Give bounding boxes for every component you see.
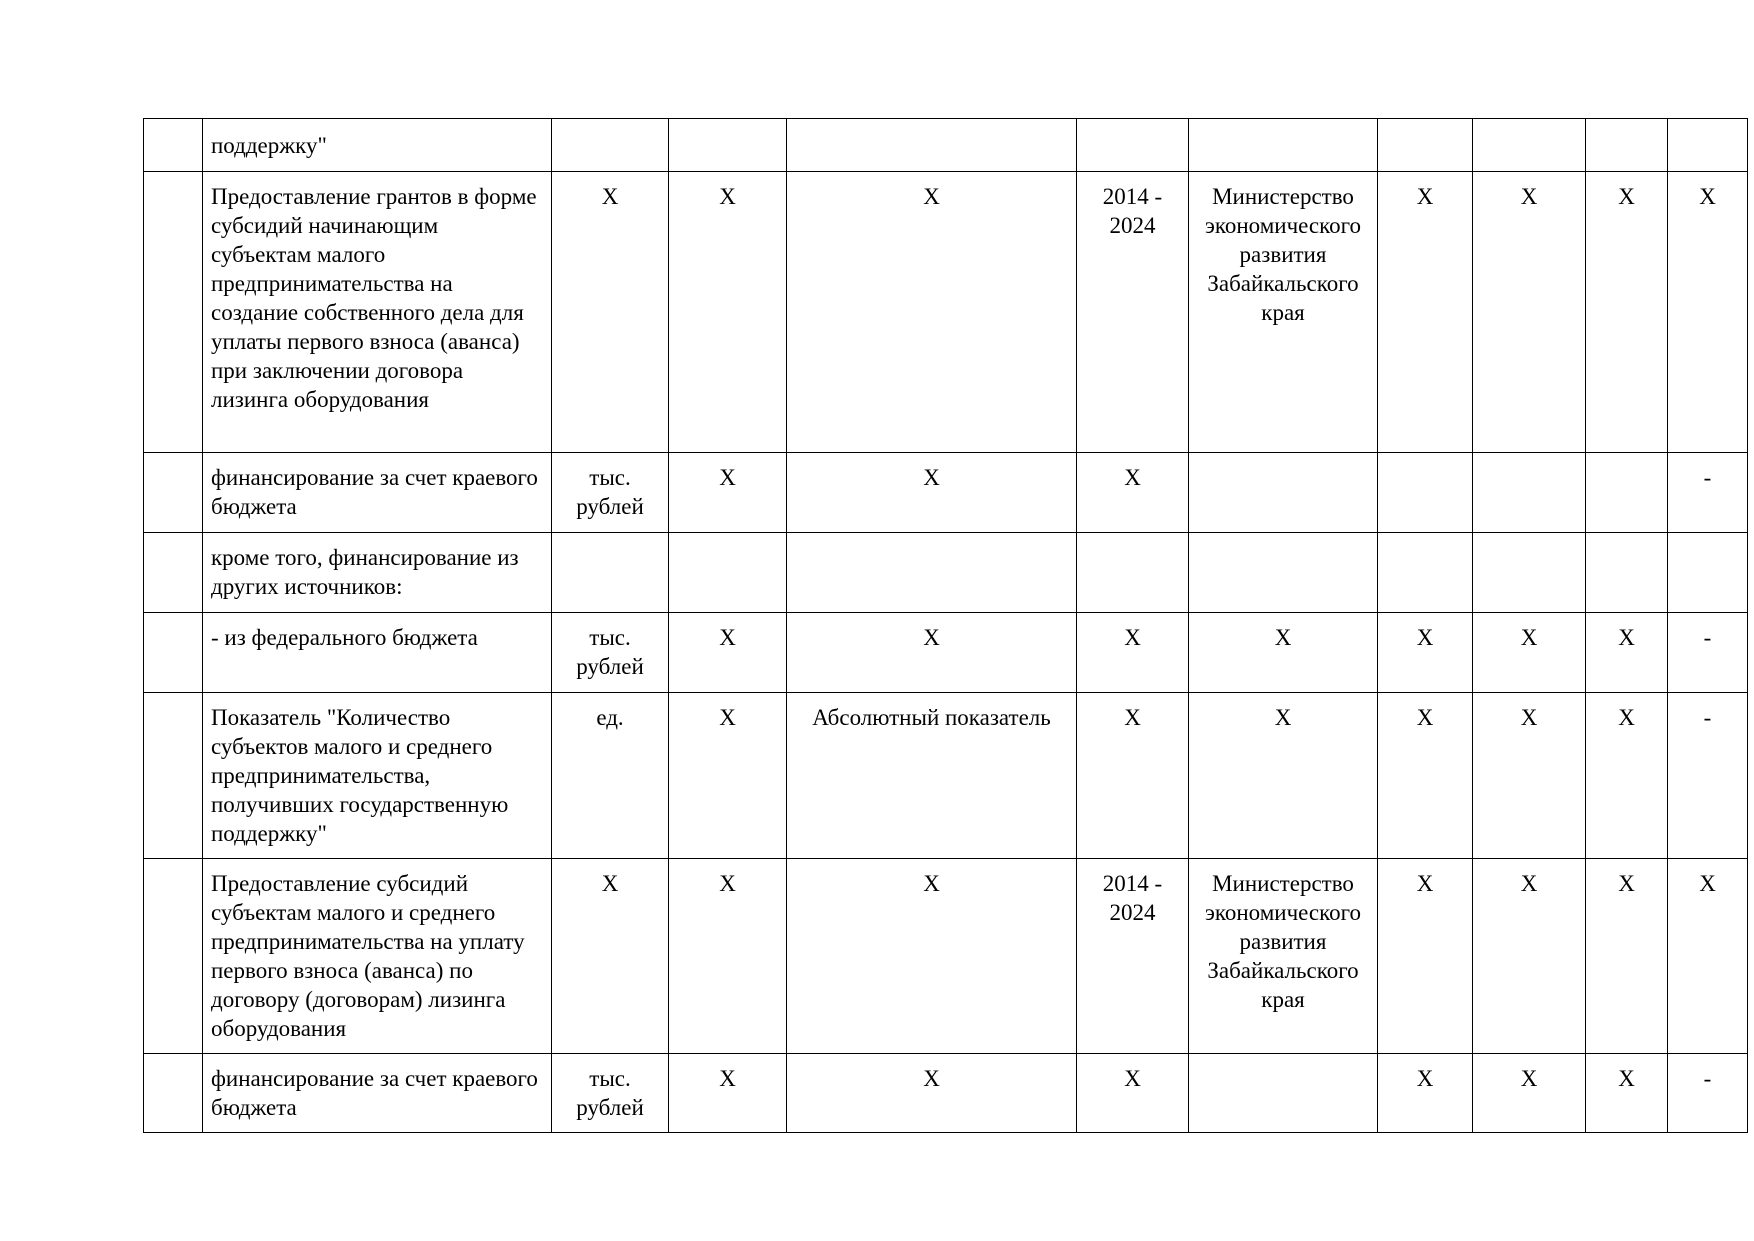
cell-col10: - (1668, 453, 1748, 533)
row-number-cell (144, 533, 203, 613)
cell-col9 (1586, 453, 1668, 533)
cell-col7 (1378, 453, 1473, 533)
name-cell: кроме того, финансирование из других источников: (203, 533, 552, 613)
cell-col3 (669, 533, 787, 613)
executor-cell (1189, 453, 1378, 533)
row-number-cell (144, 613, 203, 693)
name-cell: - из федерального бюджета (203, 613, 552, 693)
executor-cell: X (1189, 693, 1378, 859)
cell-col8 (1473, 533, 1586, 613)
unit-cell: тыс. рублей (552, 613, 669, 693)
cell-col7: X (1378, 1054, 1473, 1133)
period-cell (1077, 119, 1189, 172)
cell-col4: X (787, 1054, 1077, 1133)
table-row (144, 172, 1748, 453)
cell-col10: - (1668, 693, 1748, 859)
name-cell: финансирование за счет краевого бюджета (203, 1054, 552, 1133)
row-number-cell (144, 453, 203, 533)
table-row (144, 453, 1748, 533)
cell-col10 (1668, 119, 1748, 172)
cell-col3 (669, 119, 787, 172)
unit-cell: X (552, 172, 669, 453)
cell-col7: X (1378, 693, 1473, 859)
unit-cell (552, 533, 669, 613)
cell-col8: X (1473, 172, 1586, 453)
cell-col8: X (1473, 859, 1586, 1054)
executor-cell (1189, 1054, 1378, 1133)
cell-col10 (1668, 533, 1748, 613)
cell-col10: - (1668, 613, 1748, 693)
cell-col3: X (669, 859, 787, 1054)
cell-col9: X (1586, 859, 1668, 1054)
cell-col4: X (787, 172, 1077, 453)
cell-col4: X (787, 453, 1077, 533)
cell-col4: X (787, 613, 1077, 693)
cell-col9: X (1586, 172, 1668, 453)
program-table (143, 118, 1748, 1133)
executor-cell (1189, 533, 1378, 613)
name-cell: поддержку" (203, 119, 552, 172)
period-cell: X (1077, 453, 1189, 533)
cell-col3: X (669, 1054, 787, 1133)
row-number-cell (144, 693, 203, 859)
table-row (144, 859, 1748, 1054)
name-cell: Показатель "Количество субъектов малого и среднего предпринимательства, получивших государственную поддержку" (203, 693, 552, 859)
table-row (144, 533, 1748, 613)
cell-col10: X (1668, 172, 1748, 453)
cell-col9 (1586, 533, 1668, 613)
row-number-cell (144, 1054, 203, 1133)
cell-col7: X (1378, 613, 1473, 693)
unit-cell: X (552, 859, 669, 1054)
table-row (144, 693, 1748, 859)
cell-col9: X (1586, 1054, 1668, 1133)
table-row (144, 119, 1748, 172)
executor-cell (1189, 119, 1378, 172)
cell-col9: X (1586, 613, 1668, 693)
cell-col7 (1378, 119, 1473, 172)
cell-col3: X (669, 693, 787, 859)
cell-col9 (1586, 119, 1668, 172)
cell-col3: X (669, 172, 787, 453)
cell-col10: X (1668, 859, 1748, 1054)
row-number-cell (144, 172, 203, 453)
executor-cell: X (1189, 613, 1378, 693)
period-cell: X (1077, 693, 1189, 859)
cell-col9: X (1586, 693, 1668, 859)
cell-col4: X (787, 859, 1077, 1054)
row-number-cell (144, 119, 203, 172)
cell-col4: Абсолютный показатель (787, 693, 1077, 859)
unit-cell (552, 119, 669, 172)
table-row (144, 1054, 1748, 1133)
table-row (144, 613, 1748, 693)
name-cell: Предоставление грантов в форме субсидий начинающим субъектам малого предпринимательства на создание собственного дела для уплаты первого взноса (аванса) при заключении договора лизинга оборудования (203, 172, 552, 453)
cell-col8: X (1473, 613, 1586, 693)
row-number-cell (144, 859, 203, 1054)
cell-col7: X (1378, 859, 1473, 1054)
cell-col7 (1378, 533, 1473, 613)
name-cell: финансирование за счет краевого бюджета (203, 453, 552, 533)
executor-cell: Министерство экономического развития Забайкальского края (1189, 172, 1378, 453)
executor-cell: Министерство экономического развития Забайкальского края (1189, 859, 1378, 1054)
unit-cell: тыс. рублей (552, 453, 669, 533)
cell-col8: X (1473, 1054, 1586, 1133)
period-cell: 2014 - 2024 (1077, 859, 1189, 1054)
period-cell: X (1077, 613, 1189, 693)
cell-col8 (1473, 453, 1586, 533)
unit-cell: тыс. рублей (552, 1054, 669, 1133)
cell-col3: X (669, 453, 787, 533)
period-cell: 2014 - 2024 (1077, 172, 1189, 453)
unit-cell: ед. (552, 693, 669, 859)
cell-col4 (787, 533, 1077, 613)
cell-col10: - (1668, 1054, 1748, 1133)
cell-col8 (1473, 119, 1586, 172)
cell-col3: X (669, 613, 787, 693)
name-cell: Предоставление субсидий субъектам малого и среднего предпринимательства на уплату первого взноса (аванса) по договору (договорам) лизинга оборудования (203, 859, 552, 1054)
period-cell (1077, 533, 1189, 613)
cell-col4 (787, 119, 1077, 172)
cell-col7: X (1378, 172, 1473, 453)
cell-col8: X (1473, 693, 1586, 859)
period-cell: X (1077, 1054, 1189, 1133)
